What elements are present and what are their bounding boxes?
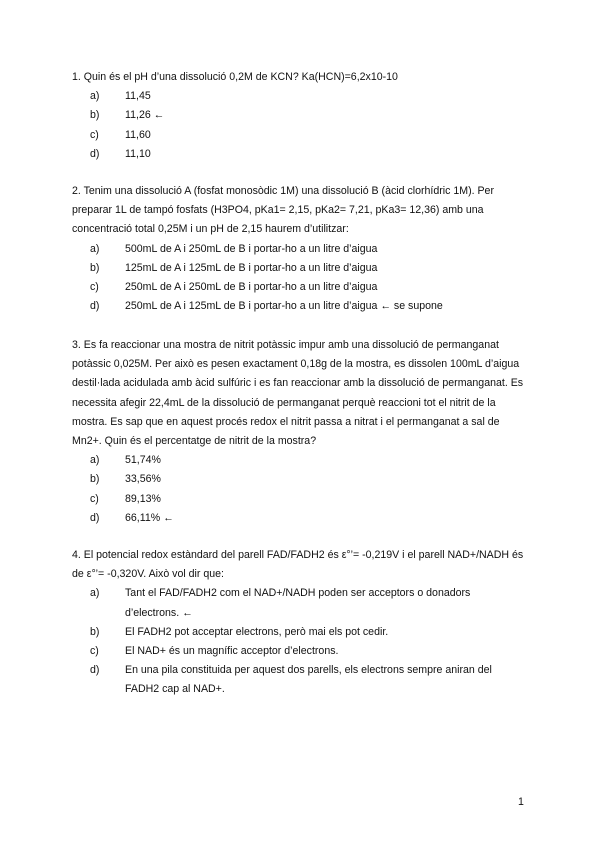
option-text: 11,45	[125, 90, 151, 103]
option-b	[72, 106, 532, 125]
option-label: c)	[90, 128, 99, 141]
option-d	[72, 145, 532, 164]
question-2	[72, 182, 532, 316]
option-label: a)	[90, 242, 100, 255]
option-list	[72, 451, 532, 528]
option-text: 33,56%	[125, 473, 161, 486]
option-text: En una pila constituida per aquest dos parells, els electrons sempre aniran del FADH2 cap al NAD+.	[125, 664, 492, 696]
option-c	[72, 642, 532, 661]
option-label: a)	[90, 454, 100, 467]
option-text: El FADH2 pot acceptar electrons, però mai els pot cedir.	[125, 625, 389, 638]
option-list	[72, 584, 532, 699]
option-text: 11,26 ←	[125, 109, 165, 122]
page-number: 1	[518, 796, 524, 808]
option-b	[72, 470, 532, 489]
option-text: 500mL de A i 250mL de B i portar-ho a un litre d’aigua	[125, 242, 378, 255]
option-a	[72, 584, 532, 622]
option-label: b)	[90, 473, 100, 486]
option-label: c)	[90, 281, 99, 294]
option-label: d)	[90, 300, 100, 313]
question-text: 3. Es fa reaccionar una mostra de nitrit potàssic impur amb una dissolució de permanganat potàssic 0,025M. Per això es pesen exactament 0,18g de la mostra, es dissolen 100mL d’aigua destil·lada acidulada amb àcid sulfúric i es fan reaccionar amb la dissolució de permanganat. Es necessita afegir 22,4mL de la dissolució de permanganat perquè reaccioni tot el nitrit de la mostra. Es sap que en aquest procés redox el nitrit passa a nitrat i el permanganat a sal de Mn2+. Quin és el percentatge de nitrit de la mostra?	[72, 339, 524, 448]
option-c	[72, 126, 532, 145]
option-text: 250mL de A i 250mL de B i portar-ho a un litre d’aigua	[125, 281, 378, 294]
option-d	[72, 661, 532, 699]
option-a	[72, 87, 532, 106]
option-text: Tant el FAD/FADH2 com el NAD+/NADH poden ser acceptors o donadors d’electrons. ←	[125, 587, 471, 619]
option-list	[72, 87, 532, 164]
option-c	[72, 490, 532, 509]
question-1	[72, 68, 532, 164]
option-text: 51,74%	[125, 454, 161, 467]
option-label: b)	[90, 261, 100, 274]
option-label: d)	[90, 147, 100, 160]
option-b	[72, 623, 532, 642]
option-text: El NAD+ és un magnífic acceptor d’electrons.	[125, 645, 339, 658]
option-label: d)	[90, 664, 100, 677]
option-c	[72, 278, 532, 297]
option-label: a)	[90, 587, 100, 600]
option-a	[72, 240, 532, 259]
option-text: 89,13%	[125, 492, 161, 505]
option-a	[72, 451, 532, 470]
option-label: b)	[90, 625, 100, 638]
option-label: b)	[90, 109, 100, 122]
option-label: c)	[90, 492, 99, 505]
question-text: 1. Quin és el pH d’una dissolució 0,2M de KCN? Ka(HCN)=6,2x10-10	[72, 71, 398, 83]
option-text: 66,11% ←	[125, 511, 174, 524]
option-d	[72, 297, 532, 316]
option-text: 125mL de A i 125mL de B i portar-ho a un litre d’aigua	[125, 261, 378, 274]
option-b	[72, 259, 532, 278]
option-list	[72, 240, 532, 317]
question-3	[72, 336, 532, 528]
option-label: c)	[90, 645, 99, 658]
option-text: 11,60	[125, 128, 151, 141]
question-text: 2. Tenim una dissolució A (fosfat monosòdic 1M) una dissolució B (àcid clorhídric 1M). Per preparar 1L de tampó fosfats (H3PO4, pKa1= 2,15, pKa2= 7,21, pKa3= 12,36) amb una concentració total 0,25M i un pH de 2,15 haurem d’utilitzar:	[72, 185, 494, 236]
option-text: 11,10	[125, 147, 151, 160]
question-4	[72, 546, 532, 700]
option-text: 250mL de A i 125mL de B i portar-ho a un litre d’aigua ← se supone	[125, 300, 443, 313]
option-label: d)	[90, 511, 100, 524]
option-d	[72, 509, 532, 528]
option-label: a)	[90, 90, 100, 103]
question-text: 4. El potencial redox estàndard del parell FAD/FADH2 és ε°’= -0,219V i el parell NAD+/NADH és de ε°’= -0,320V. Això vol dir que:	[72, 549, 524, 581]
